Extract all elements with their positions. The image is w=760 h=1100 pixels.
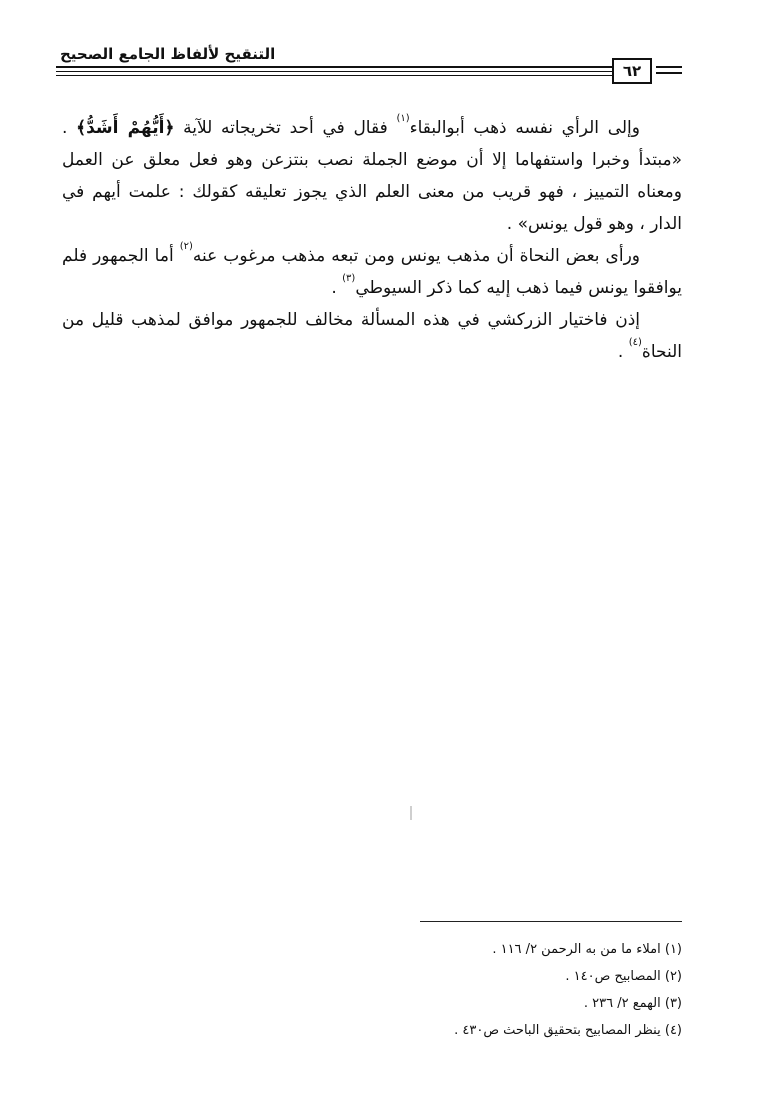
footnote-ref-4: (٤)	[628, 337, 642, 348]
footnote-ref-1: (١)	[396, 113, 410, 124]
footnotes	[300, 936, 682, 1044]
quranic-quote: ﴿أَيُّهُمْ أَشَدُّ﴾	[76, 118, 175, 138]
header-rule	[56, 71, 612, 72]
paragraph-text: . «مبتدأ وخبرا واستفهاما إلا أن موضع الجملة نصب بنتزعن وهو فعل معلق عن العمل ومعناه التمييز ، فهو قريب من معنى العلم الذي يجوز تعليقه كقولك : علمت أيهم في الدار ، وهو قول يونس» .	[62, 118, 682, 234]
footnote-ref-3: (٣)	[342, 273, 356, 284]
scan-speck	[410, 806, 412, 820]
paragraph-text: أما الجمهور فلم يوافقوا يونس فيما ذهب إليه كما ذكر السيوطي	[62, 246, 682, 298]
paragraph-text: ورأى بعض النحاة أن مذهب يونس ومن تبعه مذهب مرغوب عنه	[192, 246, 640, 266]
footnote-2: (٢) المصابيح ص١٤٠ .	[565, 969, 682, 984]
header-ornament-line	[656, 72, 682, 74]
paragraph-3	[62, 304, 682, 368]
footnote-3: (٣) الهمع ٢/ ٢٣٦ .	[583, 996, 682, 1011]
header-ornament-line	[656, 66, 682, 68]
footnote-separator	[420, 921, 682, 922]
page-number: ٦٢	[612, 58, 652, 84]
paragraph-text: .	[331, 278, 343, 298]
footnote-4: (٤) ينظر المصابيح بتحقيق الباحث ص٤٣٠ .	[454, 1023, 682, 1038]
footnote-1: (١) املاء ما من به الرحمن ٢/ ١١٦ .	[492, 942, 682, 957]
paragraph-text: .	[617, 342, 629, 362]
paragraph-text: إذن فاختيار الزركشي في هذه المسألة مخالف للجمهور موافق لمذهب قليل من النحاة	[62, 310, 682, 362]
footnote-ref-2: (٢)	[179, 241, 193, 252]
paragraph-text: فقال في أحد تخريجاته للآية	[174, 118, 397, 138]
paragraph-text: وإلى الرأي نفسه ذهب أبوالبقاء	[409, 118, 640, 138]
paragraph-2	[62, 240, 682, 304]
running-header-title: التنقيح لألفاظ الجامع الصحيح	[60, 45, 276, 63]
paragraph-1	[62, 112, 682, 240]
header-rule	[56, 66, 612, 68]
main-text	[62, 112, 682, 368]
header-rule	[56, 75, 612, 76]
